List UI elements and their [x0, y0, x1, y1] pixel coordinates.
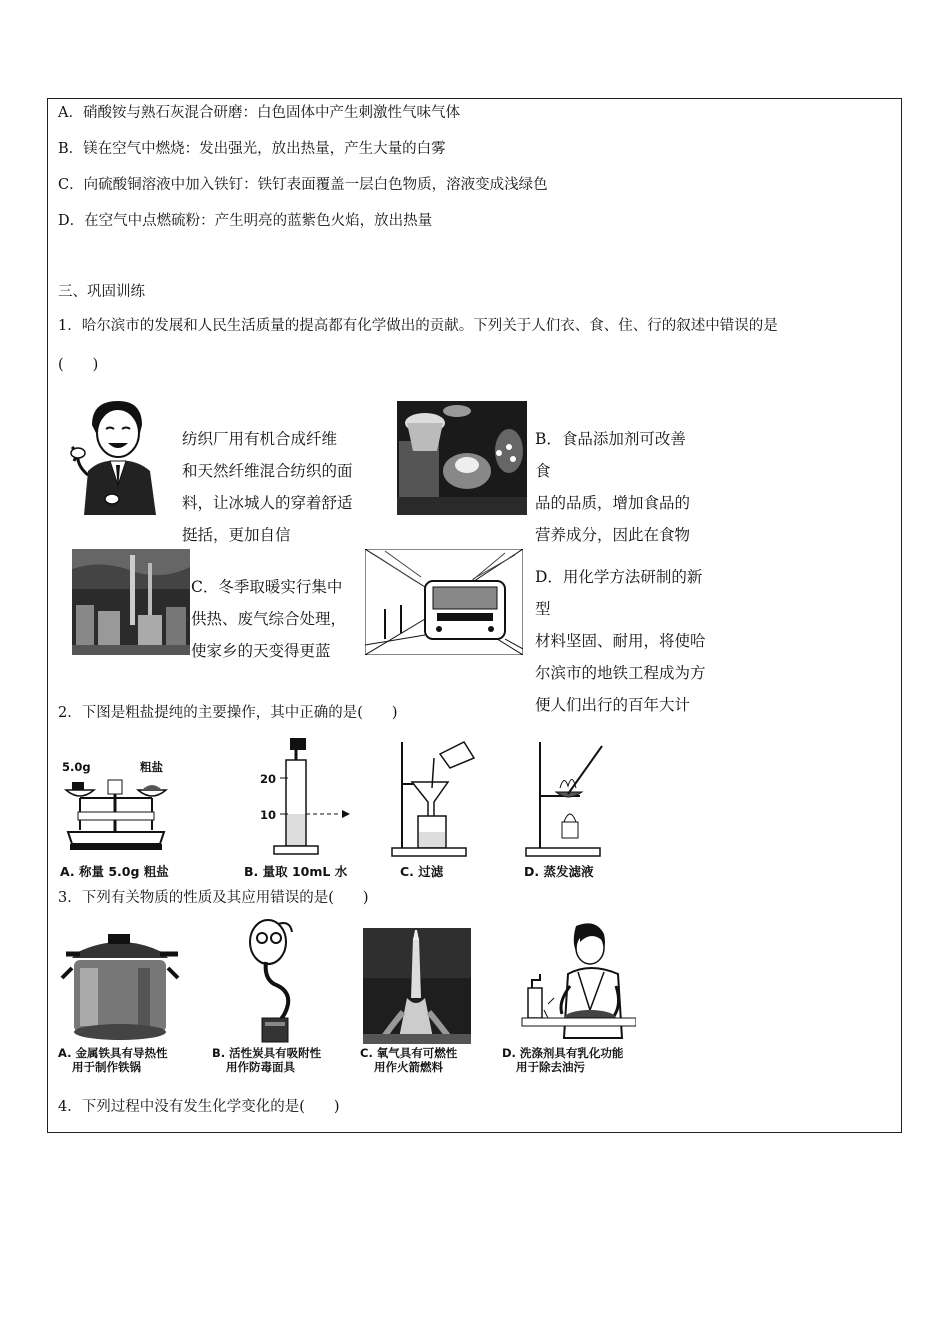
section-title: 三、巩固训练 [58, 284, 145, 300]
q1-c-line2: 供热、废气综合处理， [191, 610, 347, 628]
option-a: A．硝酸铵与熟石灰混合研磨：白色固体中产生刺激性气味气体 [58, 105, 460, 121]
q2-caption-a: A. 称量 5.0g 粗盐 [60, 864, 169, 879]
rocket-launch-photo [363, 928, 471, 1044]
gas-mask-illustration [240, 918, 310, 1044]
q4-stem: 4．下列过程中没有发生化学变化的是( ) [58, 1099, 340, 1115]
q3-stem: 3．下列有关物质的性质及其应用错误的是( ) [58, 890, 369, 906]
q1-d-line3: 材料坚固、耐用，将使哈 [535, 632, 706, 650]
scale-right-label: 粗盐 [140, 760, 163, 774]
boy-washing-dishes-illustration [518, 918, 636, 1044]
option-d: D．在空气中点燃硫粉：产生明亮的蓝紫色火焰，放出热量 [58, 213, 433, 229]
q1-c-line3: 使家乡的天变得更蓝 [191, 642, 331, 660]
filtration-apparatus-diagram [388, 738, 478, 860]
q1-d-line4: 尔滨市的地铁工程成为方 [535, 664, 706, 682]
q1-d-line1: D．用化学方法研制的新 [535, 568, 703, 586]
q1-d-line2: 型 [535, 600, 551, 618]
q2-caption-b: B. 量取 10mL 水 [244, 864, 348, 879]
q3-caption-a-line1: A. 金属铁具有导热性 [58, 1046, 168, 1060]
q1-a-line4: 挺括，更加自信 [182, 526, 291, 544]
q1-stem: 1．哈尔滨市的发展和人民生活质量的提高都有化学做出的贡献。下列关于人们衣、食、住、行的叙述中错误的是 [58, 318, 778, 334]
q3-caption-c-line1: C. 氧气具有可燃性 [360, 1046, 458, 1060]
food-photo [397, 401, 527, 515]
option-c: C．向硫酸铜溶液中加入铁钉：铁钉表面覆盖一层白色物质，溶液变成浅绿色 [58, 177, 548, 193]
q2-stem: 2．下图是粗盐提纯的主要操作，其中正确的是( ) [58, 705, 398, 721]
option-b: B．镁在空气中燃烧：发出强光，放出热量，产生大量的白雾 [58, 141, 446, 157]
scale-left-label: 5.0g [62, 760, 91, 774]
q3-caption-d-line1: D. 洗涤剂具有乳化功能 [502, 1046, 624, 1060]
q3-caption-b-line2: 用作防毒面具 [226, 1060, 295, 1074]
q1-b-line3: 品的品质，增加食品的 [535, 494, 691, 512]
q3-caption-d-line2: 用于除去油污 [516, 1060, 585, 1074]
q3-caption-b-line1: B. 活性炭具有吸附性 [212, 1046, 322, 1060]
q1-d-line5: 便人们出行的百年大计 [535, 696, 691, 714]
q1-b-line4: 营养成分，因此在食物 [535, 526, 691, 544]
city-chimneys-photo [72, 549, 190, 655]
evaporation-apparatus-diagram [520, 738, 610, 860]
q3-caption-c-line2: 用作火箭燃料 [374, 1060, 443, 1074]
cylinder-mark-20: 20 [260, 772, 277, 786]
q1-b-line2: 食 [535, 462, 551, 480]
q1-a-line2: 和天然纤维混合纺织的面 [182, 462, 353, 480]
q1-c-line1: C．冬季取暖实行集中 [191, 578, 343, 596]
smiling-man-illustration [70, 395, 170, 515]
cylinder-mark-10: 10 [260, 808, 277, 822]
pressure-cooker-photo [58, 928, 182, 1044]
q3-caption-a-line2: 用于制作铁锅 [72, 1060, 141, 1074]
subway-train-illustration [365, 549, 523, 655]
q1-b-line1: B．食品添加剂可改善 [535, 430, 686, 448]
q1-a-line3: 料，让冰城人的穿着舒适 [182, 494, 353, 512]
q2-caption-c: C. 过滤 [400, 864, 444, 879]
balance-scale-diagram [58, 760, 173, 860]
q2-caption-d: D. 蒸发滤液 [524, 864, 594, 879]
q1-paren: ( ) [58, 357, 99, 373]
q1-a-line1: 纺织厂用有机合成纤维 [182, 430, 338, 448]
graduated-cylinder-diagram [250, 738, 360, 860]
